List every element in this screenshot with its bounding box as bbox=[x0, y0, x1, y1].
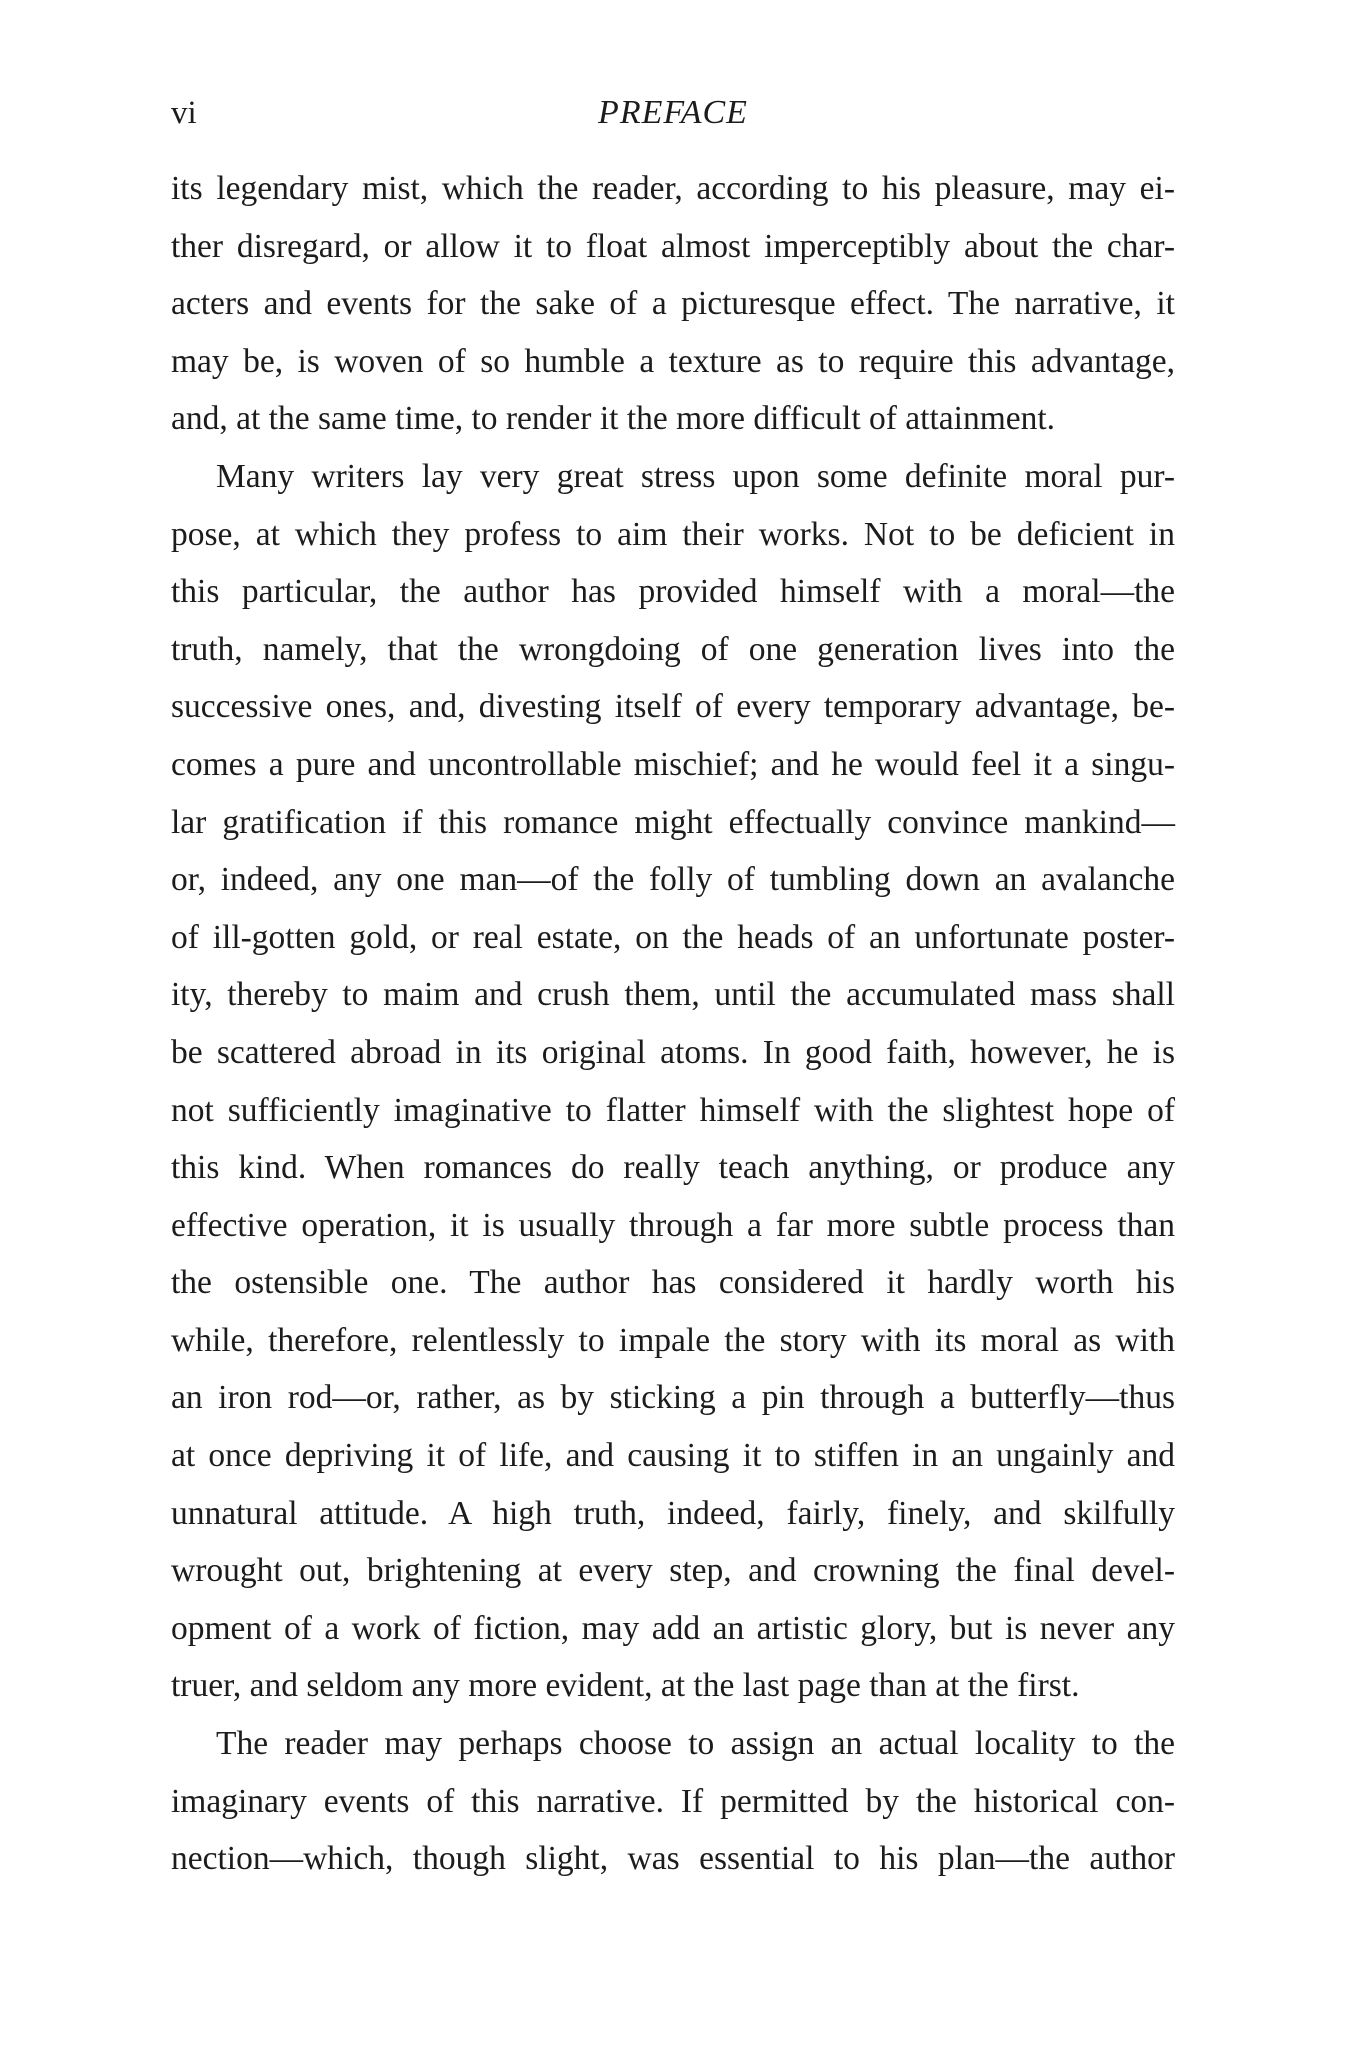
text-line: effective operation, it is usually through a far more subtle process than bbox=[171, 1206, 1175, 1244]
text-line: truer, and seldom any more evident, at the last page than at the first. bbox=[171, 1667, 1080, 1705]
text-line: may be, is woven of so humble a texture as to require this advantage, bbox=[171, 342, 1175, 380]
text-line: The reader may perhaps choose to assign an actual locality to the bbox=[216, 1725, 1175, 1763]
text-line: this kind. When romances do really teach anything, or produce any bbox=[171, 1149, 1175, 1187]
text-line: and, at the same time, to render it the more difficult of attainment. bbox=[171, 400, 1056, 438]
paragraph-3 bbox=[171, 1715, 1175, 1888]
text-line: be scattered abroad in its original atoms. In good faith, however, he is bbox=[171, 1033, 1175, 1071]
text-line: not sufficiently imaginative to flatter himself with the slightest hope of bbox=[171, 1091, 1175, 1129]
text-line: truth, namely, that the wrongdoing of one generation lives into the bbox=[171, 630, 1175, 668]
text-line: nection—which, though slight, was essential to his plan—the author bbox=[171, 1840, 1175, 1878]
running-head bbox=[171, 88, 1175, 138]
text-line: comes a pure and uncontrollable mischief; and he would feel it a singu- bbox=[171, 745, 1175, 783]
text-line: ther disregard, or allow it to float almost imperceptibly about the char- bbox=[171, 227, 1175, 265]
text-line: successive ones, and, divesting itself of every temporary advantage, be- bbox=[171, 688, 1175, 726]
text-line: unnatural attitude. A high truth, indeed, fairly, finely, and skilfully bbox=[171, 1494, 1175, 1532]
text-line: opment of a work of fiction, may add an artistic glory, but is never any bbox=[171, 1609, 1175, 1647]
text-line: ity, thereby to maim and crush them, until the accumulated mass shall bbox=[171, 976, 1175, 1014]
text-line: this particular, the author has provided himself with a moral—the bbox=[171, 573, 1175, 611]
body-text bbox=[171, 160, 1175, 1888]
text-line: an iron rod—or, rather, as by sticking a pin through a butterfly—thus bbox=[171, 1379, 1175, 1417]
paragraph-1 bbox=[171, 160, 1175, 448]
text-line: lar gratification if this romance might effectually convince mankind— bbox=[171, 803, 1175, 841]
running-title: PREFACE bbox=[598, 94, 748, 131]
text-line: Many writers lay very great stress upon some definite moral pur- bbox=[216, 457, 1175, 495]
text-line: imaginary events of this narrative. If permitted by the historical con- bbox=[171, 1782, 1175, 1820]
text-line: its legendary mist, which the reader, according to his pleasure, may ei- bbox=[171, 170, 1175, 207]
text-line: or, indeed, any one man—of the folly of tumbling down an avalanche bbox=[171, 861, 1175, 899]
text-line: at once depriving it of life, and causing it to stiffen in an ungainly and bbox=[171, 1437, 1175, 1475]
paragraph-2 bbox=[171, 448, 1175, 1715]
text-line: of ill-gotten gold, or real estate, on the heads of an unfortunate poster- bbox=[171, 918, 1175, 956]
page-number: vi bbox=[171, 95, 197, 131]
text-line: pose, at which they profess to aim their works. Not to be deficient in bbox=[171, 515, 1175, 553]
text-line: the ostensible one. The author has considered it hardly worth his bbox=[171, 1264, 1175, 1302]
text-line: while, therefore, relentlessly to impale the story with its moral as with bbox=[171, 1321, 1175, 1359]
text-line: acters and events for the sake of a picturesque effect. The narrative, it bbox=[171, 285, 1175, 323]
text-line: wrought out, brightening at every step, and crowning the final devel- bbox=[171, 1552, 1175, 1590]
